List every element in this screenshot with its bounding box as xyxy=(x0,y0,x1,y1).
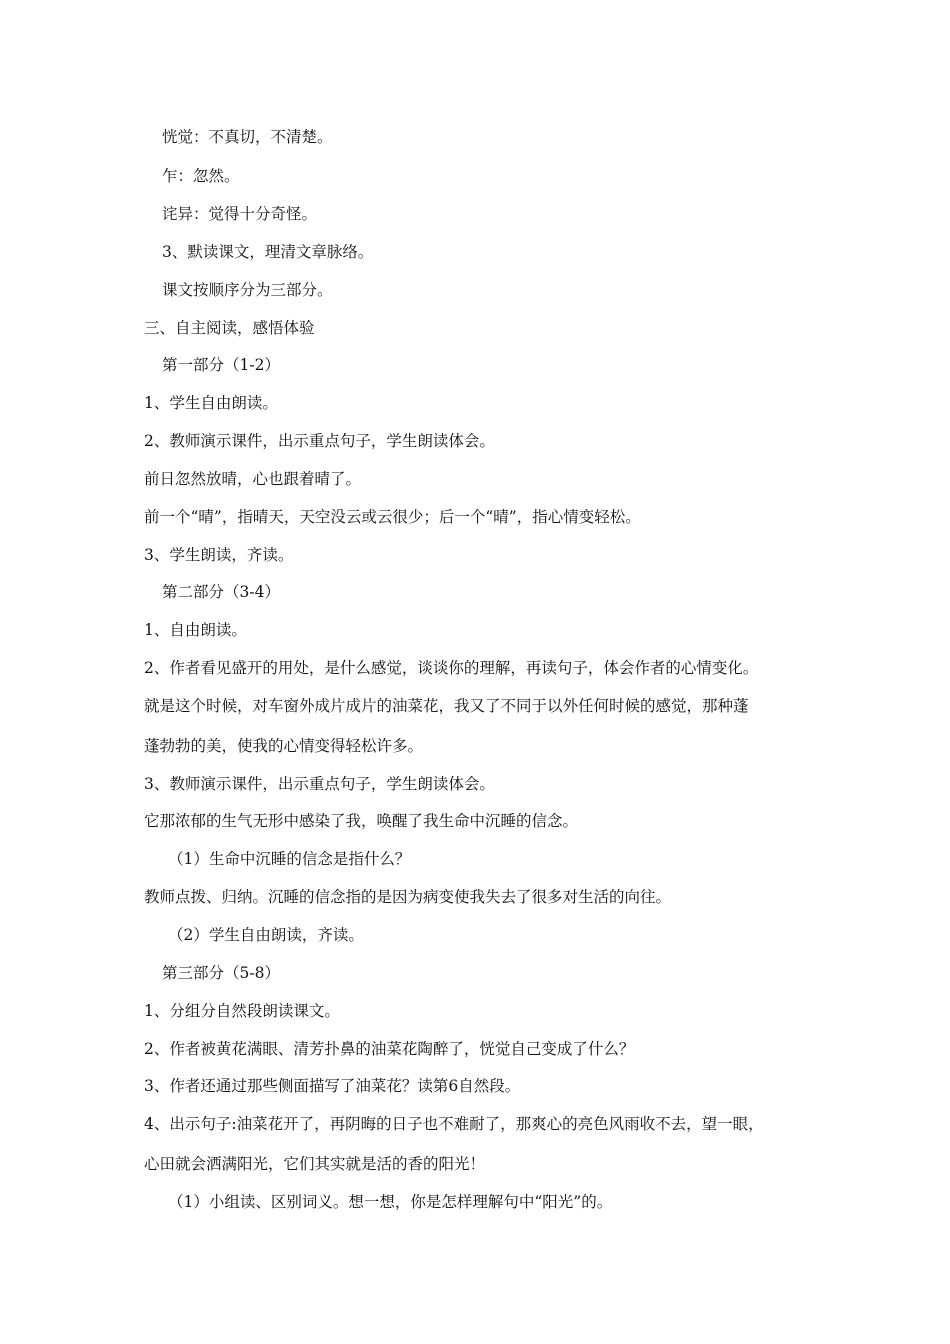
part-heading-1: 第一部分（1-2） xyxy=(162,356,280,374)
text-line: 1、分组分自然段朗读课文。 xyxy=(144,1002,340,1020)
text-line-quote: 前日忽然放晴，心也跟着晴了。 xyxy=(144,470,362,488)
part-heading-3: 第三部分（5-8） xyxy=(162,964,280,982)
part-heading-2: 第二部分（3-4） xyxy=(162,583,280,601)
text-line: 3、作者还通过那些侧面描写了油菜花？读第6自然段。 xyxy=(144,1077,521,1095)
text-line-quote: 蓬勃勃的美，使我的心情变得轻松许多。 xyxy=(144,737,424,755)
text-line: 2、教师演示课件，出示重点句子，学生朗读体会。 xyxy=(144,432,495,450)
text-line-step-3: 3、默读课文，理清文章脉络。 xyxy=(162,243,374,261)
text-line: 2、作者看见盛开的用处，是什么感觉，谈谈你的理解，再读句子，体会作者的心情变化。 xyxy=(144,659,759,677)
text-line-definition-zha: 乍：忽然。 xyxy=(162,167,240,185)
text-line: 2、作者被黄花满眼、清芳扑鼻的油菜花陶醉了，恍觉自己变成了什么？ xyxy=(144,1040,635,1058)
text-line-quote: 心田就会洒满阳光，它们其实就是活的香的阳光！ xyxy=(144,1155,486,1173)
section-heading-3: 三、自主阅读，感悟体验 xyxy=(144,319,315,337)
text-line: 教师点拨、归纳。沉睡的信念指的是因为病变使我失去了很多对生活的向往。 xyxy=(144,888,672,906)
text-line: （1）小组读、区别词义。想一想，你是怎样理解句中“阳光”的。 xyxy=(168,1193,613,1211)
text-line: 1、自由朗读。 xyxy=(144,621,247,639)
text-line-definition-huangjue: 恍觉：不真切，不清楚。 xyxy=(162,128,333,146)
text-line-quote: 它那浓郁的生气无形中感染了我，唤醒了我生命中沉睡的信念。 xyxy=(144,812,579,830)
text-line: 1、学生自由朗读。 xyxy=(144,394,278,412)
text-line-question: （1）生命中沉睡的信念是指什么？ xyxy=(168,850,411,868)
text-line: 前一个“晴”，指晴天，天空没云或云很少；后一个“晴”，指心情变轻松。 xyxy=(144,508,641,526)
text-line: 课文按顺序分为三部分。 xyxy=(162,281,333,299)
text-line: 3、学生朗读，齐读。 xyxy=(144,546,294,564)
text-line: 3、教师演示课件，出示重点句子，学生朗读体会。 xyxy=(144,775,495,793)
text-line-quote: 就是这个时候，对车窗外成片成片的油菜花，我又了不同于以外任何时候的感觉，那种蓬 xyxy=(144,697,749,715)
text-line-quote: 4、出示句子:油菜花开了，再阴晦的日子也不难耐了，那爽心的亮色风雨收不去，望一眼， xyxy=(144,1115,764,1133)
text-line: （2）学生自由朗读，齐读。 xyxy=(168,926,364,944)
text-line-definition-chayi: 诧异：觉得十分奇怪。 xyxy=(162,205,318,223)
